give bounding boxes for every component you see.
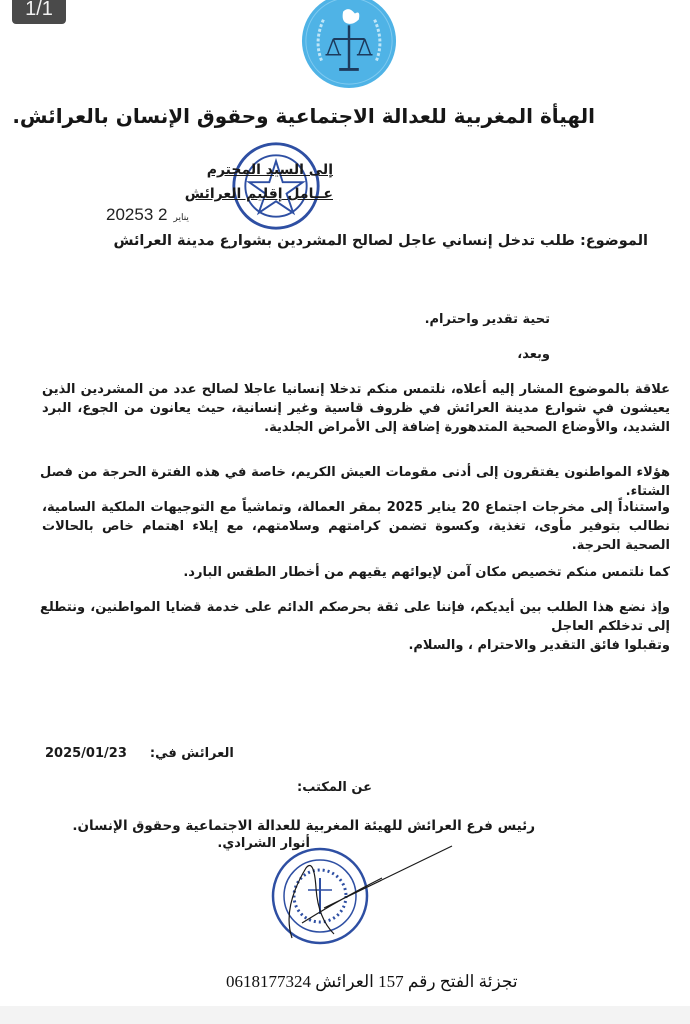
subject-line: الموضوع: طلب تدخل إنساني عاجل لصالح المشردين بشوارع مدينة العرائش bbox=[113, 233, 648, 249]
signatory-title: رئيس فرع العرائش للهيئة المغربية للعدالة الاجتماعية وحقوق الإنسان. bbox=[72, 818, 535, 834]
place-date-label: العرائش في: bbox=[149, 746, 234, 761]
dove-scales-logo-icon bbox=[300, 0, 398, 90]
stamp-month: يناير bbox=[173, 212, 189, 222]
addressee-line-2: عــامل إقليم العرائش bbox=[184, 186, 333, 202]
body-paragraph-5: وإذ نضع هذا الطلب بين أيديكم، فإننا على ثقة بحرصكم الدائم على خدمة قضايا المواطنين، ونتطلع إلى تدخلكم العاجل bbox=[40, 600, 670, 634]
body-paragraph-3: واستناداً إلى مخرجات اجتماع 20 يناير 2025 بمقر العمالة، وتماشياً مع التوجيهات الملكية السامية، نطالب بتوفير مأوى، تغذية، وكسوة تضمن كرامتهم وسلامتهم، مع إيلاء اهتمام خاص بالحالات الصحية الحرجة. bbox=[42, 500, 670, 553]
place-date bbox=[45, 746, 234, 761]
body-paragraph-4: كما نلتمس منكم تخصيص مكان آمن لإيوائهم يقيهم من أخطار الطقس البارد. bbox=[183, 565, 670, 580]
place-date-value: 2025/01/23 bbox=[45, 746, 127, 761]
after-greeting: وبعد، bbox=[517, 347, 550, 362]
addressee-line-1: إلى السيد المحترم bbox=[206, 162, 333, 178]
greeting: تحية تقدير واحترام. bbox=[424, 312, 550, 327]
page-counter: 1/1 bbox=[12, 0, 66, 24]
signatory-name: أنوار الشرادي. bbox=[217, 836, 310, 851]
body-paragraph-2: هؤلاء المواطنون يفتقرون إلى أدنى مقومات العيش الكريم، خاصة في هذه الفترة الحرجة من فصل الشتاء. bbox=[40, 465, 670, 499]
stamp-year: 2025 bbox=[106, 205, 144, 224]
received-date-stamp bbox=[106, 205, 195, 225]
organization-title: الهيأة المغربية للعدالة الاجتماعية وحقوق الإنسان بالعرائش. bbox=[12, 104, 595, 128]
body-paragraph-6: وتقبلوا فائق التقدير والاحترام ، والسلام. bbox=[408, 638, 670, 653]
signature-stamp-icon bbox=[262, 838, 462, 948]
stamp-day: 2 3 bbox=[143, 205, 168, 224]
body-paragraph-1: علاقة بالموضوع المشار إليه أعلاه، نلتمس منكم تدخلا إنسانيا عاجلا لصالح عدد من المشردين الذين يعيشون في شوارع مدينة العرائش في ظروف قاسية وغير إنسانية، حيث يعانون من الجوع، البرد الشديد، والأوضاع الصحية المتدهورة إضافة إلى الأمراض الجلدية. bbox=[42, 382, 670, 435]
viewer-bottom-bar bbox=[0, 1006, 690, 1024]
on-behalf-label: عن المكتب: bbox=[297, 780, 372, 795]
addressee bbox=[185, 158, 333, 206]
footer-address: تجزئة الفتح رقم 157 العرائش 0618177324 bbox=[226, 972, 518, 991]
